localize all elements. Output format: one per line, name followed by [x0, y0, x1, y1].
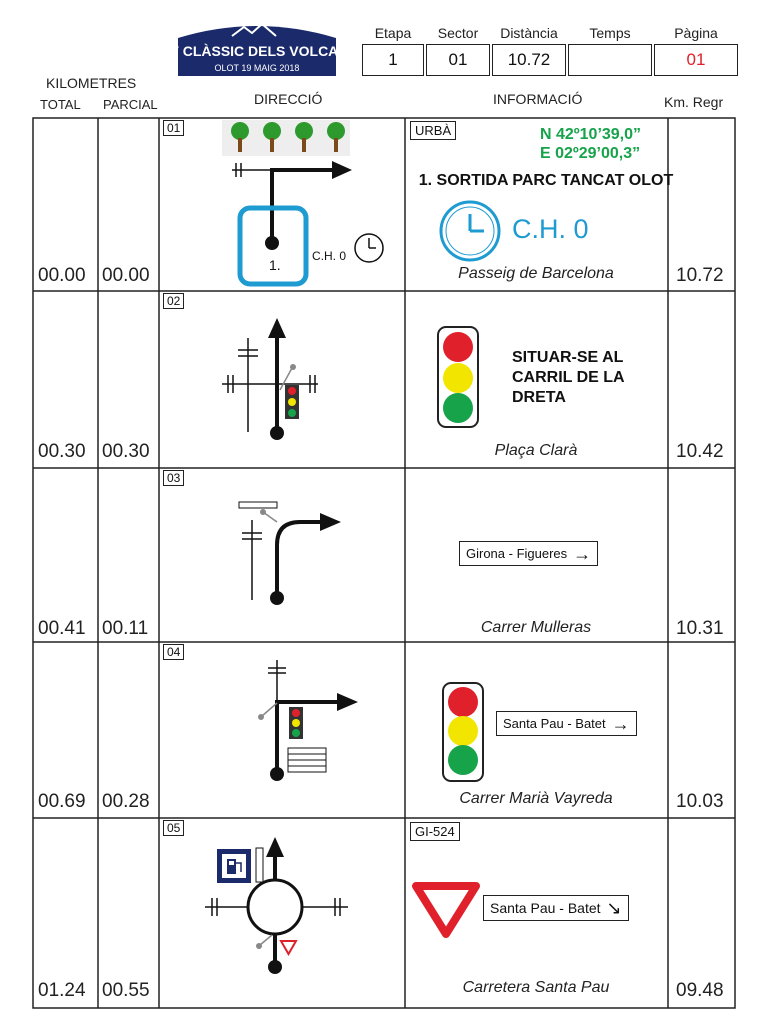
road-code-tag: GI-524 [410, 822, 460, 841]
sign-text: Girona - Figueres [466, 546, 568, 561]
direction-sign [496, 711, 637, 736]
direction-sign [459, 541, 598, 566]
box-label: 1. [269, 257, 281, 273]
row-number: 02 [163, 293, 184, 309]
ch-small-label: C.H. 0 [312, 249, 347, 263]
logo-title: XIV CLÀSSIC DELS VOLCANS [156, 43, 358, 59]
distancia-value: 10.72 [492, 44, 566, 76]
row3-diagram [239, 502, 341, 605]
row-number: 04 [163, 644, 184, 660]
yield-sign-icon [416, 886, 476, 934]
arrow-right-icon: → [573, 543, 592, 564]
total-km: 00.30 [38, 441, 86, 462]
clock-icon [355, 234, 383, 262]
etapa-label: Etapa [374, 25, 412, 41]
total-label: TOTAL [40, 97, 81, 112]
regr-km: 10.42 [676, 441, 724, 462]
traffic-light-icon [285, 385, 299, 419]
road-name: Plaça Clarà [494, 442, 578, 459]
sector-value: 01 [426, 44, 490, 76]
sign-text: Santa Pau - Batet [503, 716, 606, 731]
traffic-light-icon [289, 707, 303, 739]
temps-label: Temps [589, 25, 631, 41]
parcial-km: 00.55 [102, 980, 150, 1001]
sector-label: Sector [437, 25, 479, 41]
tree-icon [222, 120, 350, 156]
kilometres-label: KILOMETRES [46, 75, 137, 91]
regr-km: 10.72 [676, 265, 724, 286]
zone-tag: URBÀ [410, 121, 456, 140]
pagina-label: Pàgina [674, 25, 718, 41]
road-name: Carretera Santa Pau [462, 979, 610, 996]
parcial-km: 00.00 [102, 265, 150, 286]
total-km: 00.69 [38, 791, 86, 812]
etapa-value: 1 [362, 44, 424, 76]
road-name: Carrer Marià Vayreda [459, 790, 613, 807]
road-name: Passeig de Barcelona [458, 265, 614, 282]
row-number: 03 [163, 470, 184, 486]
parcial-km: 00.30 [102, 441, 150, 462]
arrow-right-icon: → [611, 713, 630, 734]
total-km: 00.41 [38, 618, 86, 639]
parcial-km: 00.11 [102, 618, 149, 639]
traffic-light-icon-large [443, 683, 483, 781]
km-regr-label: Km. Regr [664, 94, 724, 110]
regr-km: 09.48 [676, 980, 724, 1001]
regr-km: 10.31 [676, 618, 724, 639]
lane-instruction: SITUAR-SE AL CARRIL DE LA DRETA [512, 349, 624, 406]
direccio-label: DIRECCIÓ [254, 91, 323, 107]
pagina-value: 01 [654, 44, 738, 76]
traffic-light-icon-large [438, 327, 478, 427]
coordinate-e: E 02º29’00,3” [540, 145, 641, 162]
arrow-down-right-icon: ↘ [606, 898, 622, 918]
informacio-label: INFORMACIÓ [493, 91, 583, 107]
total-km: 00.00 [38, 265, 86, 286]
regr-km: 10.03 [676, 791, 724, 812]
distancia-label: Distància [500, 25, 558, 41]
row5-diagram [205, 837, 348, 974]
row4-diagram [258, 660, 358, 781]
control-horari-label: C.H. 0 [512, 214, 589, 244]
direction-sign [483, 895, 629, 921]
row1-diagram [222, 120, 383, 284]
clock-icon-large [441, 202, 499, 260]
road-name: Carrer Mulleras [480, 619, 592, 636]
parcial-label: PARCIAL [103, 97, 158, 112]
coordinate-n: N 42º10’39,0” [540, 126, 642, 143]
parcial-km: 00.28 [102, 791, 150, 812]
row2-diagram [222, 318, 318, 440]
row-number: 05 [163, 820, 184, 836]
logo-subtitle: OLOT 19 MAIG 2018 [214, 63, 300, 73]
fuel-station-icon [217, 849, 251, 883]
sign-text: Santa Pau - Batet [490, 900, 601, 916]
row-number: 01 [163, 120, 184, 136]
start-title: 1. SORTIDA PARC TANCAT OLOT [418, 172, 674, 189]
total-km: 01.24 [38, 980, 86, 1001]
